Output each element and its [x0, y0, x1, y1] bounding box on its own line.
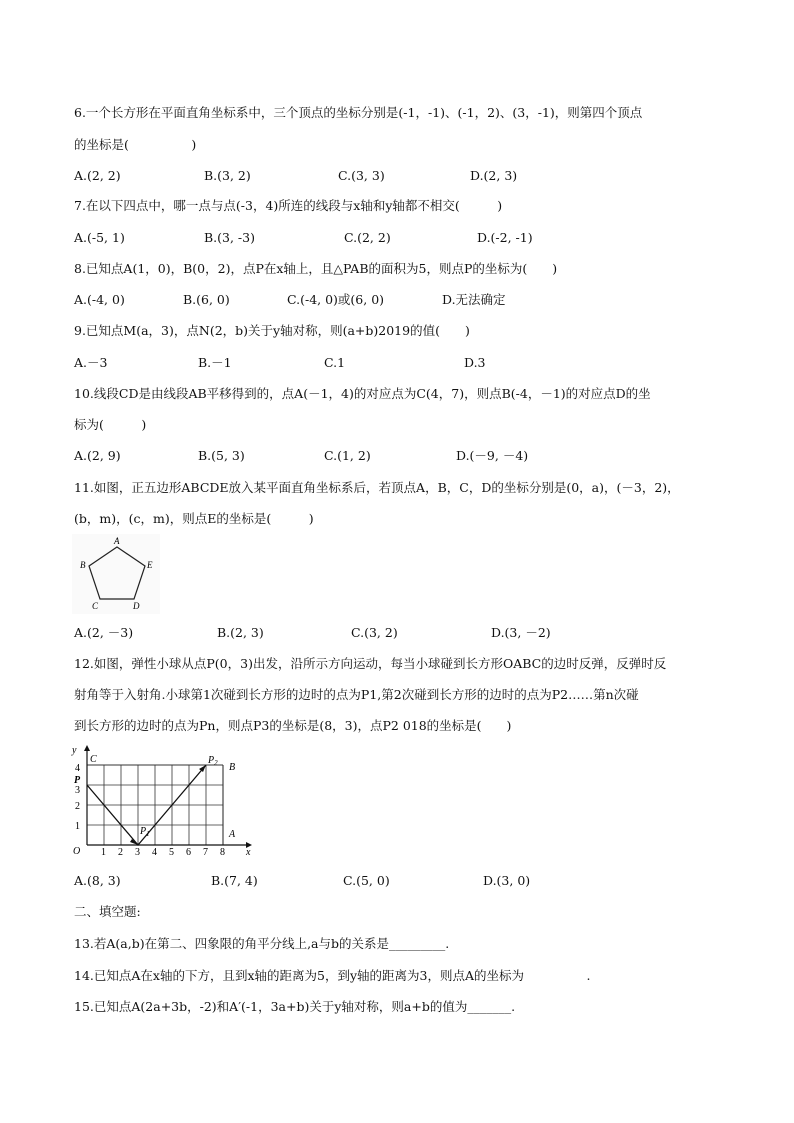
q7-option-a: A.(-5, 1)	[74, 230, 125, 245]
point-label-p2: $P_2$	[208, 755, 218, 767]
y-tick-3: 3	[75, 785, 80, 796]
q12-option-c: C.(5, 0)	[343, 873, 390, 888]
x-tick-2: 2	[118, 847, 123, 857]
origin-label: O	[73, 846, 81, 857]
q7-option-d: D.(-2, -1)	[477, 230, 533, 245]
y-tick-1: 1	[75, 821, 80, 832]
point-label-a: A	[229, 829, 236, 840]
q11-option-b: B.(2, 3)	[217, 625, 264, 640]
q10-option-d: D.(－9, －4)	[456, 448, 529, 463]
q12-stem-line3: 到长方形的边时的点为Pn，则点P3的坐标是(8，3)，点P2 018的坐标是( )	[74, 718, 512, 733]
q10-option-c: C.(1, 2)	[324, 448, 371, 463]
pentagon-label-e: E	[147, 560, 153, 570]
q7-option-c: C.(2, 2)	[344, 230, 391, 245]
q12-option-d: D.(3, 0)	[483, 873, 531, 888]
point-label-b: B	[229, 762, 236, 773]
q12-option-b: B.(7, 4)	[211, 873, 258, 888]
pentagon-figure	[72, 534, 160, 614]
point-label-c: C	[90, 754, 97, 765]
q6-option-c: C.(3, 3)	[338, 168, 385, 183]
pentagon-label-d: D	[133, 601, 140, 611]
q8-option-c: C.(-4, 0)或(6, 0)	[287, 292, 385, 307]
y-axis-arrow-icon	[84, 745, 90, 751]
q9-option-c: C.1	[324, 355, 346, 370]
q6-option-b: B.(3, 2)	[204, 168, 251, 183]
x-axis-label: x	[246, 847, 251, 857]
pentagon-label-a: A	[114, 536, 120, 546]
q7-stem: 7.在以下四点中，哪一点与点(-3，4)所连的线段与x轴和y轴都不相交( )	[74, 198, 503, 213]
y-tick-2: 2	[75, 801, 80, 812]
x-tick-7: 7	[203, 847, 208, 857]
point-label-p1: $P_1$	[140, 826, 150, 838]
q11-stem-line2: (b，m)，(c，m)，则点E的坐标是( )	[74, 511, 314, 526]
q12-option-a: A.(8, 3)	[74, 873, 121, 888]
q12-stem-line2: 射角等于入射角.小球第1次碰到长方形的边时的点为P1,第2次碰到长方形的边时的点为P2……第n次碰	[74, 687, 639, 702]
x-tick-4: 4	[152, 847, 157, 857]
q15-stem: 15.已知点A(2a+3b，-2)和A′(-1，3a+b)关于y轴对称，则a+b的值为_______.	[74, 999, 516, 1014]
y-axis-label: y	[72, 745, 77, 756]
q8-option-b: B.(6, 0)	[183, 292, 230, 307]
q8-option-d: D.无法确定	[442, 292, 506, 307]
y-tick-4: 4	[75, 763, 80, 774]
q9-option-a: A.－3	[74, 355, 108, 370]
point-label-p: P	[74, 775, 81, 786]
q11-option-d: D.(3, －2)	[491, 625, 551, 640]
q6-option-a: A.(2, 2)	[74, 168, 121, 183]
x-tick-8: 8	[220, 847, 225, 857]
q9-option-b: B.－1	[198, 355, 232, 370]
pentagon-label-b: B	[80, 560, 86, 570]
bounce-figure	[70, 743, 252, 857]
q10-option-a: A.(2, 9)	[74, 448, 121, 463]
q6-option-d: D.(2, 3)	[470, 168, 518, 183]
q13-stem: 13.若A(a,b)在第二、四象限的角平分线上,a与b的关系是_________.	[74, 936, 450, 951]
section-title-fill-in: 二、填空题:	[74, 904, 141, 919]
q11-stem-line1: 11.如图，正五边形ABCDE放入某平面直角坐标系后，若顶点A，B，C，D的坐标分别是(0，a)，(－3，2)，	[74, 480, 680, 495]
x-tick-3: 3	[135, 847, 140, 857]
q10-stem-line1: 10.线段CD是由线段AB平移得到的，点A(－1，4)的对应点为C(4，7)，则点B(-4，－1)的对应点D的坐	[74, 386, 651, 401]
q7-option-b: B.(3, -3)	[204, 230, 255, 245]
q8-option-a: A.(-4, 0)	[74, 292, 125, 307]
q9-stem: 9.已知点M(a，3)，点N(2，b)关于y轴对称，则(a+b)2019的值( )	[74, 323, 470, 338]
x-tick-1: 1	[101, 847, 106, 857]
q10-stem-line2: 标为( )	[74, 417, 147, 432]
q11-option-c: C.(3, 2)	[351, 625, 398, 640]
q14-stem: 14.已知点A在x轴的下方，且到x轴的距离为5，到y轴的距离为3，则点A的坐标为 .	[74, 968, 591, 983]
x-tick-6: 6	[186, 847, 191, 857]
q11-option-a: A.(2, －3)	[74, 625, 134, 640]
path-arrow-2-icon	[199, 765, 206, 772]
q12-stem-line1: 12.如图，弹性小球从点P(0，3)出发，沿所示方向运动，每当小球碰到长方形OABC的边时反弹，反弹时反	[74, 656, 667, 671]
grid	[87, 765, 223, 845]
q6-stem-line2: 的坐标是( )	[74, 137, 197, 152]
q6-stem-line1: 6.一个长方形在平面直角坐标系中，三个顶点的坐标分别是(-1，-1)、(-1，2)、(3，-1)，则第四个顶点	[74, 105, 643, 120]
q8-stem: 8.已知点A(1，0)，B(0，2)，点P在x轴上，且△PAB的面积为5，则点P的坐标为( )	[74, 261, 558, 276]
q9-option-d: D.3	[464, 355, 486, 370]
q10-option-b: B.(5, 3)	[198, 448, 245, 463]
x-tick-5: 5	[169, 847, 174, 857]
pentagon-label-c: C	[92, 601, 99, 611]
